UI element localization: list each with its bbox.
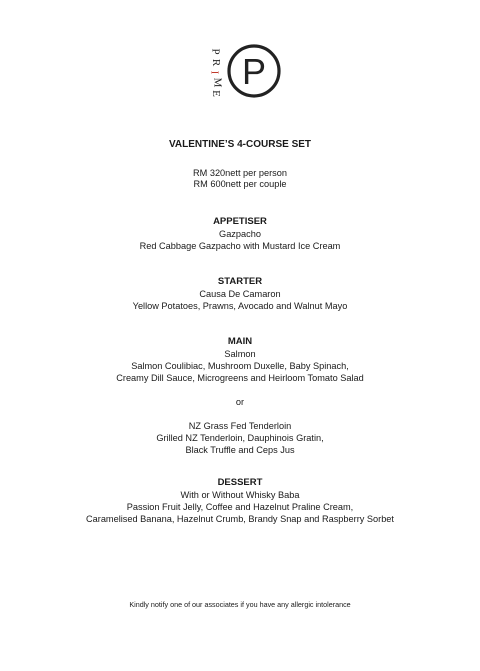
dish-description: Creamy Dill Sauce, Microgreens and Heirloom Tomato Salad bbox=[116, 373, 364, 383]
dish-description: Black Truffle and Ceps Jus bbox=[185, 445, 295, 455]
section-dessert bbox=[0, 477, 480, 525]
section-starter bbox=[0, 276, 480, 312]
section-heading: DESSERT bbox=[217, 477, 263, 488]
price-block bbox=[0, 168, 480, 190]
logo-mark-letter: P bbox=[241, 51, 267, 92]
price-per-couple: RM 600nett per couple bbox=[193, 179, 287, 189]
section-heading: STARTER bbox=[217, 276, 263, 287]
dish-name: Causa De Camaron bbox=[199, 289, 281, 299]
dish-description: Salmon Coulibiac, Mushroom Duxelle, Baby Spinach, bbox=[131, 361, 349, 371]
price-per-person: RM 320nett per person bbox=[193, 168, 287, 178]
dish-description: Caramelised Banana, Hazelnut Crumb, Brandy Snap and Raspberry Sorbet bbox=[86, 514, 394, 524]
menu-content bbox=[0, 138, 480, 525]
logo-letter: M bbox=[211, 77, 224, 88]
dish-description: Grilled NZ Tenderloin, Dauphinois Gratin, bbox=[156, 433, 324, 443]
section-main bbox=[0, 336, 480, 456]
dish-name: Salmon bbox=[224, 349, 256, 359]
or-separator: or bbox=[235, 397, 245, 407]
dish-description: Yellow Potatoes, Prawns, Avocado and Walnut Mayo bbox=[132, 301, 348, 311]
allergy-note: Kindly notify one of our associates if you have any allergic intolerance bbox=[129, 600, 351, 610]
menu-title: VALENTINE’S 4-COURSE SET bbox=[168, 139, 312, 150]
section-heading: MAIN bbox=[227, 336, 253, 347]
dish-description: Passion Fruit Jelly, Coffee and Hazelnut Praline Cream, bbox=[126, 502, 354, 512]
prime-logo bbox=[208, 42, 280, 104]
dish-name: With or Without Whisky Baba bbox=[180, 490, 300, 500]
dish-description: Red Cabbage Gazpacho with Mustard Ice Cream bbox=[139, 241, 341, 251]
section-heading: APPETISER bbox=[213, 216, 267, 227]
dish-name: Gazpacho bbox=[219, 229, 261, 239]
logo-letter-accent: I bbox=[208, 70, 221, 75]
logo-circle-p-icon bbox=[226, 42, 282, 102]
logo-wordmark bbox=[208, 42, 226, 104]
logo-letter: E bbox=[209, 90, 222, 97]
logo-letter: R bbox=[210, 58, 223, 67]
section-appetiser bbox=[0, 216, 480, 252]
dish-name: NZ Grass Fed Tenderloin bbox=[188, 421, 292, 431]
logo-letter: P bbox=[209, 48, 222, 55]
